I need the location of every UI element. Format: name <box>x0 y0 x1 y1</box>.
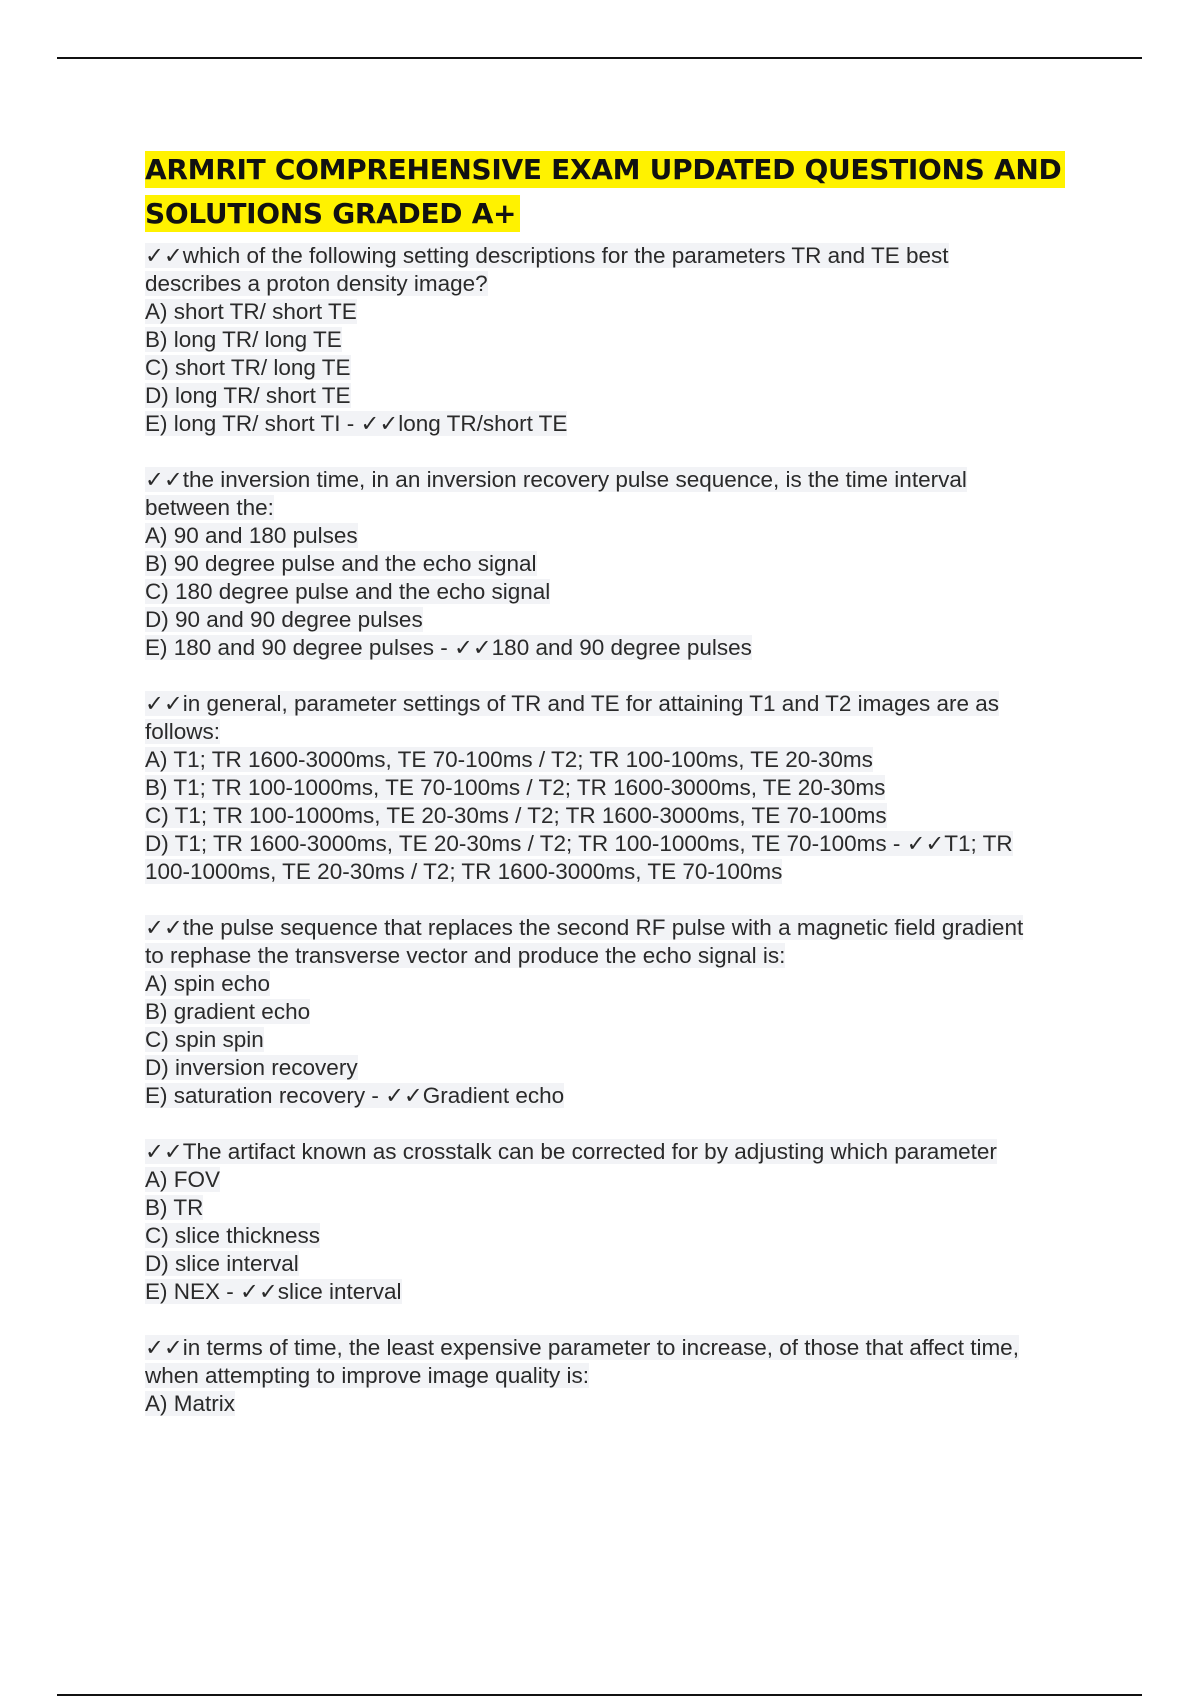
question-2 <box>145 466 1095 662</box>
answer-option: D) inversion recovery <box>145 1055 358 1080</box>
answer-option: E) saturation recovery - ✓✓Gradient echo <box>145 1083 565 1108</box>
question-text-line: ✓✓the pulse sequence that replaces the second RF pulse with a magnetic field gradient <box>145 915 1024 940</box>
answer-option: C) short TR/ long TE <box>145 355 351 380</box>
answer-option: A) spin echo <box>145 971 271 996</box>
document-body <box>145 148 1095 1446</box>
answer-option: B) long TR/ long TE <box>145 327 342 352</box>
answer-option: C) 180 degree pulse and the echo signal <box>145 579 551 604</box>
question-6 <box>145 1334 1095 1418</box>
question-text-line: ✓✓The artifact known as crosstalk can be corrected for by adjusting which parameter <box>145 1139 997 1164</box>
answer-option: B) T1; TR 100-1000ms, TE 70-100ms / T2; TR 1600-3000ms, TE 20-30ms <box>145 775 886 800</box>
answer-option: 100-1000ms, TE 20-30ms / T2; TR 1600-3000ms, TE 70-100ms <box>145 859 783 884</box>
question-text-line: ✓✓the inversion time, in an inversion recovery pulse sequence, is the time interval <box>145 467 967 492</box>
answer-option: C) spin spin <box>145 1027 264 1052</box>
answer-option: A) FOV <box>145 1167 221 1192</box>
answer-option: C) slice thickness <box>145 1223 321 1248</box>
answer-option: D) long TR/ short TE <box>145 383 351 408</box>
header-rule <box>57 57 1142 59</box>
question-text-line: describes a proton density image? <box>145 271 488 296</box>
question-1 <box>145 242 1095 438</box>
question-text-line: ✓✓which of the following setting descriptions for the parameters TR and TE best <box>145 243 949 268</box>
question-text-line: ✓✓in general, parameter settings of TR and TE for attaining T1 and T2 images are as <box>145 691 1000 716</box>
question-text-line: ✓✓in terms of time, the least expensive parameter to increase, of those that affect time, <box>145 1335 1019 1360</box>
question-text-line: to rephase the transverse vector and produce the echo signal is: <box>145 943 786 968</box>
answer-option: A) T1; TR 1600-3000ms, TE 70-100ms / T2; TR 100-100ms, TE 20-30ms <box>145 747 873 772</box>
answer-option: E) long TR/ short TI - ✓✓long TR/short TE <box>145 411 568 436</box>
question-3 <box>145 690 1095 886</box>
document-title: ARMRIT COMPREHENSIVE EXAM UPDATED QUESTIONS AND SOLUTIONS GRADED A+ <box>145 148 1095 236</box>
answer-option: C) T1; TR 100-1000ms, TE 20-30ms / T2; TR 1600-3000ms, TE 70-100ms <box>145 803 887 828</box>
answer-option: A) Matrix <box>145 1391 235 1416</box>
answer-option: D) T1; TR 1600-3000ms, TE 20-30ms / T2; TR 100-1000ms, TE 70-100ms - ✓✓T1; TR <box>145 831 1013 856</box>
answer-option: E) 180 and 90 degree pulses - ✓✓180 and 90 degree pulses <box>145 635 752 660</box>
question-text-line: follows: <box>145 719 221 744</box>
answer-option: A) 90 and 180 pulses <box>145 523 358 548</box>
answer-option: A) short TR/ short TE <box>145 299 357 324</box>
question-text-line: when attempting to improve image quality is: <box>145 1363 589 1388</box>
answer-option: B) gradient echo <box>145 999 311 1024</box>
question-text-line: between the: <box>145 495 274 520</box>
question-4 <box>145 914 1095 1110</box>
answer-option: D) slice interval <box>145 1251 299 1276</box>
question-5 <box>145 1138 1095 1306</box>
footer-rule <box>57 1694 1142 1696</box>
answer-option: E) NEX - ✓✓slice interval <box>145 1279 402 1304</box>
answer-option: D) 90 and 90 degree pulses <box>145 607 423 632</box>
answer-option: B) TR <box>145 1195 204 1220</box>
answer-option: B) 90 degree pulse and the echo signal <box>145 551 537 576</box>
